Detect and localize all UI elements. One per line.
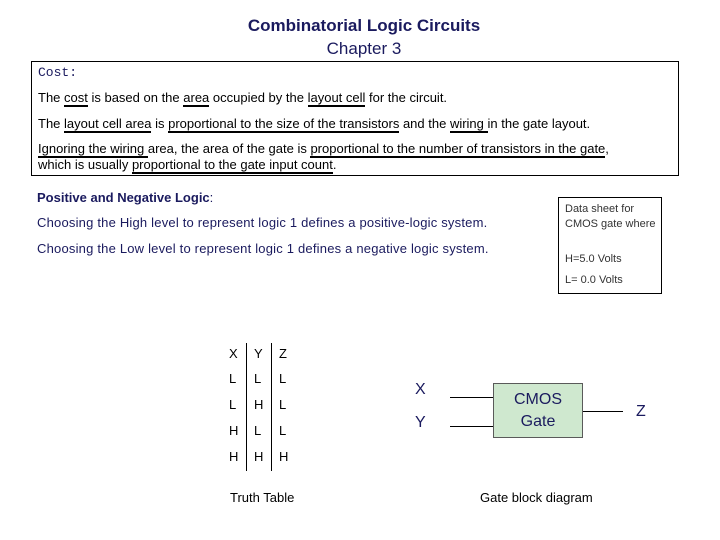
tt-cell: L	[279, 397, 287, 412]
underlined-term: Ignoring the wiring	[38, 141, 148, 156]
underlined-term: area	[183, 90, 210, 105]
tt-cell: L	[229, 397, 237, 412]
text-run: for the circuit.	[365, 90, 448, 105]
gate-input-x-wire	[450, 397, 493, 398]
text-run: The	[38, 90, 65, 105]
gate-output-z-label: Z	[636, 403, 646, 420]
tt-cell: L	[279, 423, 287, 438]
tt-divider	[271, 343, 272, 471]
underlined-term: proportional to the size of the transistors	[168, 116, 400, 131]
positive-logic-line: Choosing the High level to represent logic 1 defines a positive-logic system.	[37, 215, 488, 230]
tt-cell: H	[254, 397, 264, 412]
text-run: area, the area of the gate is	[147, 141, 311, 156]
gate-input-y-wire	[450, 426, 493, 427]
underlined-term: wiring	[449, 116, 488, 131]
text-run: The	[38, 116, 65, 131]
gate-diagram-caption: Gate block diagram	[480, 490, 593, 505]
cost-paragraph-4	[38, 157, 337, 172]
tt-cell: H	[229, 423, 239, 438]
cost-paragraph-3	[38, 141, 609, 156]
underlined-term: layout cell	[307, 90, 366, 105]
text-run: occupied by the	[209, 90, 308, 105]
text-run: is based on the	[87, 90, 184, 105]
datasheet-box	[558, 197, 662, 294]
logic-heading: Positive and Negative Logic:	[37, 190, 214, 205]
tt-divider	[246, 343, 247, 471]
datasheet-high-voltage: H=5.0 Volts	[565, 253, 622, 265]
page-title: Combinatorial Logic Circuits	[247, 16, 481, 35]
underlined-term: layout cell area	[64, 116, 152, 131]
tt-cell: H	[229, 449, 239, 464]
datasheet-low-voltage: L= 0.0 Volts	[565, 274, 623, 286]
cost-paragraph-2	[38, 116, 590, 131]
text-run: and the	[399, 116, 450, 131]
tt-cell: L	[254, 371, 262, 386]
page-subtitle: Chapter 3	[326, 39, 402, 58]
cost-paragraph-1	[38, 90, 447, 105]
tt-header-z: Z	[279, 346, 287, 361]
text-run: which is usually	[38, 157, 132, 172]
tt-header-y: Y	[254, 346, 263, 361]
underlined-term: proportional to the gate input count	[131, 157, 333, 172]
tt-cell: H	[279, 449, 289, 464]
gate-input-y-label: Y	[415, 414, 426, 431]
tt-cell: L	[254, 423, 262, 438]
gate-input-x-label: X	[415, 381, 426, 398]
text-run: .	[332, 157, 337, 172]
gate-output-wire	[583, 411, 623, 412]
cost-heading: Cost:	[38, 65, 78, 80]
underlined-term: proportional to the number of transistors in the gate	[310, 141, 606, 156]
datasheet-text: Data sheet for CMOS gate where	[565, 203, 656, 230]
cost-section	[31, 61, 679, 176]
underlined-term: cost	[64, 90, 88, 105]
tt-header-x: X	[229, 346, 238, 361]
tt-cell: L	[279, 371, 287, 386]
text-run: ,	[605, 141, 609, 156]
tt-cell: L	[229, 371, 237, 386]
cmos-gate-block: CMOS Gate	[493, 383, 583, 438]
tt-cell: H	[254, 449, 264, 464]
negative-logic-line: Choosing the Low level to represent logic 1 defines a negative logic system.	[37, 241, 489, 256]
text-run: is	[151, 116, 169, 131]
text-run: in the gate layout.	[487, 116, 591, 131]
truth-table-caption: Truth Table	[230, 490, 295, 505]
